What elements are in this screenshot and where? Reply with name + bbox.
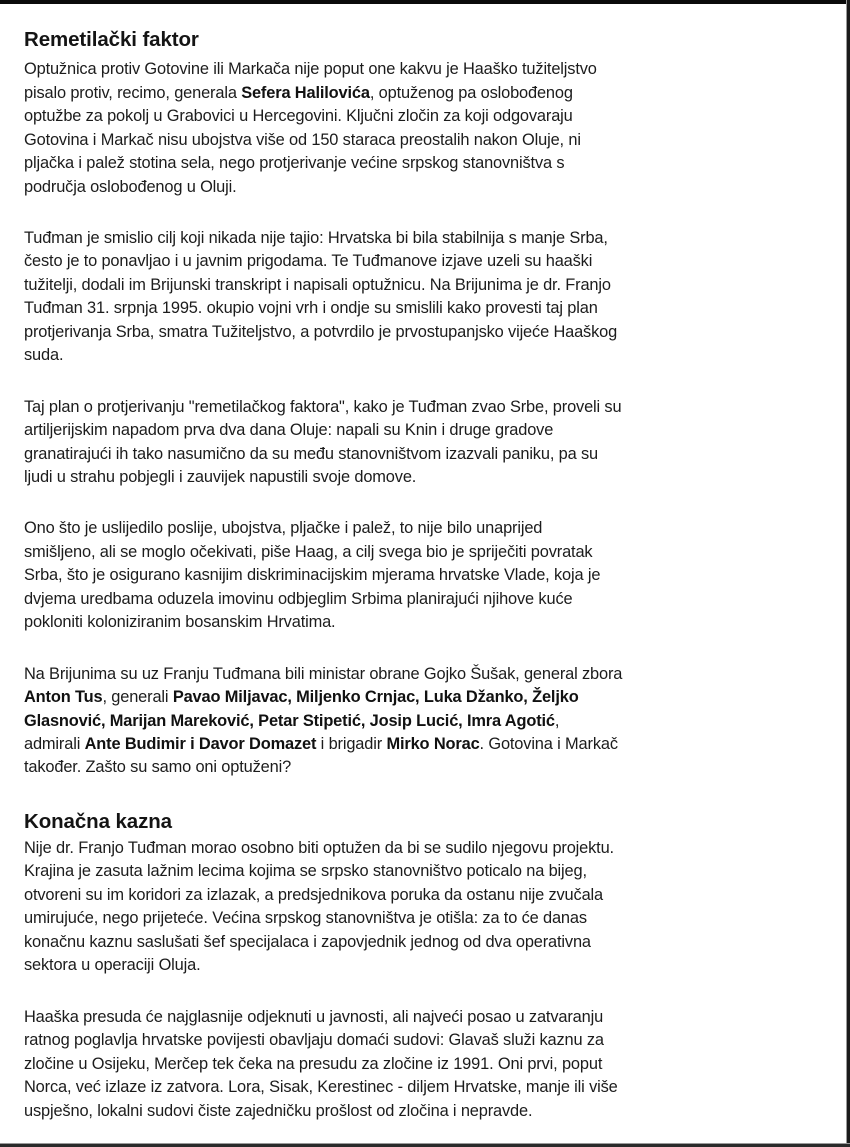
text-line [24,397,621,417]
text-line [24,83,573,103]
text-line [24,711,559,731]
text-line [24,1007,603,1027]
text-run: sektora u operaciji Oluja. [24,955,201,974]
text-run: Norca, već izlaze iz zatvora. Lora, Sisak, Kerestinec - diljem Hrvatske, manje ili više [24,1077,618,1096]
text-line [24,467,416,487]
text-line [24,1077,618,1097]
text-line [24,932,591,952]
text-line [24,153,564,173]
text-run: umirujuće, nego prijeteće. Većina srpskog stanovništva je otišla: za to će danas [24,908,587,927]
text-run: otvoreni su im koridori za izlazak, a predsjednikova poruka da ostanu nije zvučala [24,885,603,904]
text-line [24,518,542,538]
text-run: protjerivanja Srba, smatra Tužiteljstvo, a potvrdilo je prvostupanjsko vijeće Haaškog [24,322,618,341]
text-line [24,420,553,440]
text-line [24,322,617,342]
text-run: područja oslobođenog u Oluji. [24,177,237,196]
text-line [24,734,618,754]
text-run: optužbe za pokolj u Grabovici u Hercegovini. Ključni zločin za koji odgovaraju [24,106,573,125]
text-line [24,444,598,464]
text-run: Optužnica protiv Gotovine ili Markača nije poput one kakvu je Haaško tužiteljstvo [24,59,597,78]
bold-name: Ante Budimir i Davor Domazet [84,734,317,753]
text-run: konačnu kaznu saslušati šef specijalaca i zapovjednik jednog od dva operativna [24,932,591,951]
text-line [24,228,608,248]
bold-name: Glasnović, Marijan Mareković, Petar Stipetić, Josip Lucić, Imra Agotić [24,711,555,730]
text-line [24,177,237,197]
text-run: Krajina je zasuta lažnim lecima kojima se srpsko stanovništvo poticalo na bijeg, [24,861,587,880]
text-run: često je to ponavljao i u javnim prigodama. Te Tuđmanove izjave uzeli su haaški [24,251,593,270]
text-line [24,542,592,562]
text-line [24,687,579,707]
text-line [24,59,597,79]
text-run: zločine u Osijeku, Merčep tek čeka na presudu za zločine iz 1991. Oni prvi, poput [24,1054,603,1073]
text-line [24,908,587,928]
text-run: pljačka i palež stotina sela, nego protjerivanje većine srpskog stanovništva s [24,153,565,172]
section-heading: Remetilački faktor [24,28,199,51]
text-run: granatirajući ih tako nasumično da su među stanovništvom izazvali paniku, pa su [24,444,598,463]
section-heading: Konačna kazna [24,810,172,833]
text-line [24,130,581,150]
bold-name: Anton Tus [24,687,103,706]
text-line [24,275,611,295]
bold-name: Pavao Miljavac, Miljenko Crnjac, Luka Džanko, Željko [172,687,579,706]
text-run: ljudi u strahu pobjegli i zauvijek napustili svoje domove. [24,467,417,486]
text-run: pokloniti koloniziranim bosanskim Hrvatima. [24,612,336,631]
text-run: Haaška presuda će najglasnije odjeknuti u javnosti, ali najveći posao u zatvaranju [24,1007,604,1026]
text-run: ratnog poglavlja hrvatske povijesti obavljaju domaći sudovi: Glavaš služi kaznu za [24,1030,604,1049]
text-run: Ono što je uslijedilo poslije, ubojstva, pljačke i palež, to nije bilo unaprijed [24,518,543,537]
text-run: suda. [24,345,64,364]
text-line [24,861,587,881]
text-run: i brigadir [316,734,387,753]
text-line [24,664,622,684]
bold-name: Mirko Norac [386,734,480,753]
text-run: tužitelji, dodali im Brijunski transkript i napisali optužnicu. Na Brijunima je dr. Franjo [24,275,611,294]
text-run: artiljerijskim napadom prva dva dana Oluje: napali su Knin i druge gradove [24,420,554,439]
text-run: uspješno, lokalni sudovi čiste zajedničku prošlost od zločina i nepravde. [24,1101,533,1120]
text-line [24,955,201,975]
text-line [24,612,335,632]
text-line [24,838,614,858]
text-line [24,589,572,609]
text-line [24,298,598,318]
text-run: također. Zašto su samo oni optuženi? [24,757,292,776]
text-run: pisalo protiv, recimo, generala [24,83,242,102]
text-run: . Gotovina i Markač [479,734,618,753]
text-run: dvjema uredbama oduzela imovinu odbjeglim Srbima planirajući njihove kuće [24,589,573,608]
text-run: Taj plan o protjerivanju "remetilačkog faktora", kako je Tuđman zvao Srbe, proveli su [24,397,622,416]
text-run: admirali [24,734,85,753]
text-line [24,345,63,365]
text-line [24,565,600,585]
text-run: , optuženog pa oslobođenog [369,83,573,102]
text-run: , [554,711,560,730]
bold-name: Sefera Halilovića [241,83,370,102]
text-line [24,885,603,905]
text-line [24,1054,602,1074]
text-run: Gotovina i Markač nisu ubojstva više od 150 staraca preostalih nakon Oluje, ni [24,130,581,149]
text-line [24,757,291,777]
text-run: smišljeno, ali se moglo očekivati, piše Haag, a cilj svega bio je spriječiti povratak [24,542,593,561]
text-line [24,106,573,126]
text-run: Na Brijunima su uz Franju Tuđmana bili ministar obrane Gojko Šušak, general zbora [24,664,623,683]
text-run: , generali [102,687,173,706]
text-run: Srba, što je osigurano kasnijim diskriminacijskim mjerama hrvatske Vlade, koja je [24,565,601,584]
text-line [24,251,592,271]
text-run: Tuđman je smislio cilj koji nikada nije tajio: Hrvatska bi bila stabilnija s manje Srba, [24,228,608,247]
text-line [24,1030,604,1050]
text-run: Tuđman 31. srpnja 1995. okupio vojni vrh i ondje su smislili kako provesti taj plan [24,298,598,317]
text-line [24,1101,532,1121]
text-run: Nije dr. Franjo Tuđman morao osobno biti optužen da bi se sudilo njegovu projektu. [24,838,614,857]
